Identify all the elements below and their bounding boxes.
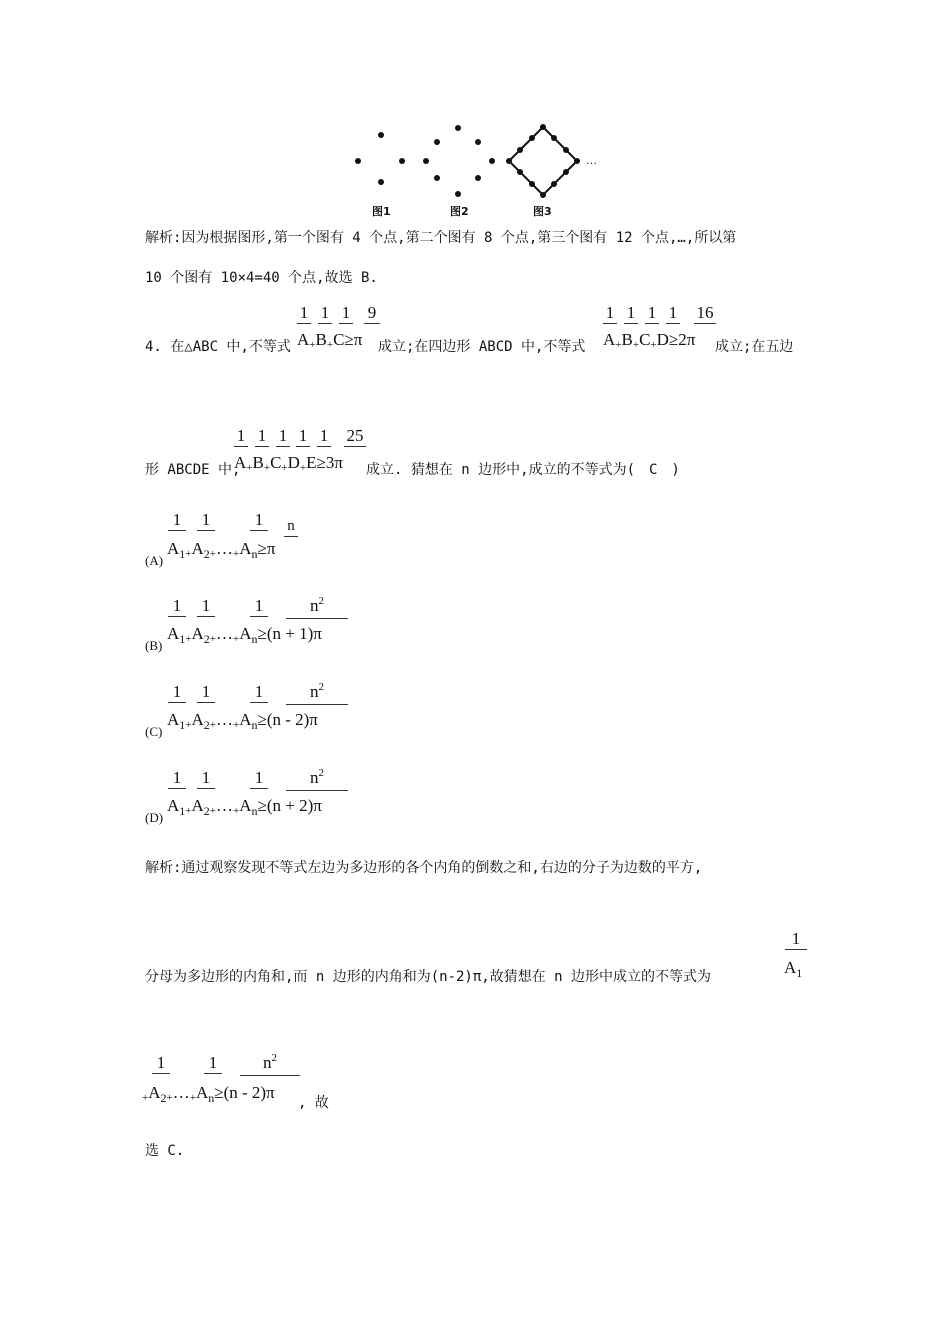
quad-denominators: A+B+C+D≥2π [603, 330, 696, 351]
quad-frac-3: 1 [645, 303, 659, 324]
analysis-2-tail: , 故 [298, 1095, 329, 1111]
option-b-label: (B) [145, 638, 163, 653]
question-4-prefix: 4. 在△ABC 中,不等式 [145, 339, 291, 355]
analysis-1-line-2: 10 个图有 10×4=40 个点,故选 B. [145, 270, 378, 286]
dot-pattern-svg [350, 120, 610, 225]
caption-fig1: 图1 [372, 205, 391, 218]
pent-frac-1: 1 [234, 426, 248, 447]
quad-frac-1: 1 [603, 303, 617, 324]
analysis-2-line-1: 解析:通过观察发现不等式左边为多边形的各个内角的倒数之和,右边的分子为边数的平方, [145, 860, 703, 876]
option-d-label: (D) [145, 810, 164, 825]
quad-frac-2: 1 [624, 303, 638, 324]
tri-frac-3: 1 [339, 303, 353, 324]
pent-frac-2: 1 [255, 426, 269, 447]
quad-frac-rhs: 16 [694, 303, 716, 324]
analysis-frac-a1: 1 [785, 929, 807, 950]
question-4-prefix-2: 形 ABCDE 中, [145, 462, 241, 478]
question-4-suffix-2: 成立. 猜想在 n 边形中,成立的不等式为( C ) [366, 462, 680, 478]
question-4-mid: 成立;在四边形 ABCD 中,不等式 [378, 339, 586, 355]
pent-frac-4: 1 [296, 426, 310, 447]
analysis-den-a1: $A_1$ [784, 958, 803, 980]
question-4-suffix: 成立;在五边 [715, 339, 794, 355]
tri-frac-1: 1 [297, 303, 311, 324]
pent-frac-rhs: 25 [344, 426, 366, 447]
caption-fig2: 图2 [450, 205, 469, 218]
figure-ellipsis: … [586, 155, 597, 167]
analysis-1-line-1: 解析:因为根据图形,第一个图有 4 个点,第二个图有 8 个点,第三个图有 12 个点,…,所以第 [145, 230, 737, 246]
tri-frac-rhs: 9 [364, 303, 380, 324]
tri-frac-2: 1 [318, 303, 332, 324]
analysis-2-line-2: 分母为多边形的内角和,而 n 边形的内角和为(n-2)π,故猜想在 n 边形中成立的不等式为 [145, 969, 711, 985]
caption-fig3: 图3 [533, 205, 552, 218]
pent-frac-3: 1 [276, 426, 290, 447]
option-a-label: (A) [145, 553, 164, 568]
option-c-label: (C) [145, 724, 163, 739]
pent-frac-5: 1 [317, 426, 331, 447]
pent-denominators: A+B+C+D+E≥3π [234, 453, 343, 474]
dot-pattern-figure [350, 120, 610, 225]
tri-denominators: A+B+C≥π [297, 330, 363, 351]
analysis-2-line-3: 选 C. [145, 1143, 185, 1159]
quad-frac-4: 1 [666, 303, 680, 324]
